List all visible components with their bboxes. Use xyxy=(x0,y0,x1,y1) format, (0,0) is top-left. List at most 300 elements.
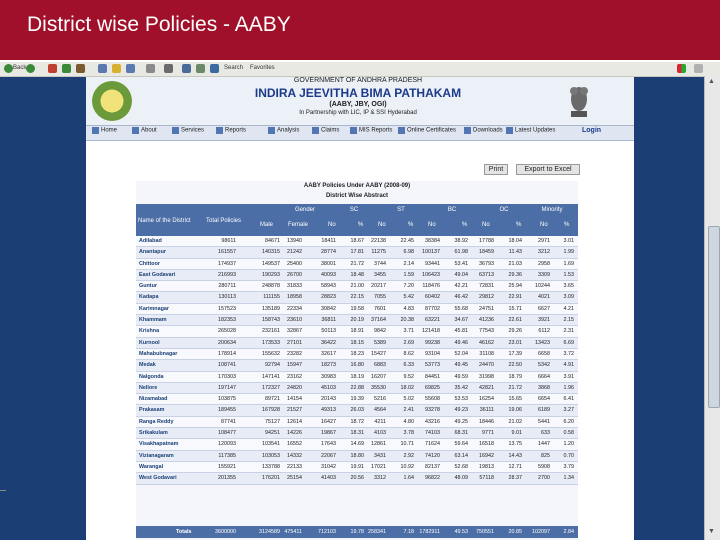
nav-item-online-certificates[interactable] xyxy=(398,127,456,139)
table-cell: 9.01 xyxy=(511,430,522,437)
table-cell: 14.69 xyxy=(350,441,364,448)
totals-cell: 750551 xyxy=(476,529,494,535)
sub-pct: % xyxy=(408,222,414,228)
table-cell: 3431 xyxy=(374,452,386,459)
table-cell: 103541 xyxy=(262,441,280,448)
nav-label: Online Certificates xyxy=(407,127,457,134)
table-header xyxy=(136,204,578,236)
table-cell: 41403 xyxy=(321,475,336,482)
table-cell: 18.02 xyxy=(400,384,414,391)
table-cell: 24751 xyxy=(479,305,494,312)
table-cell: 1.59 xyxy=(403,271,414,278)
table-cell: 36811 xyxy=(321,317,336,324)
table-cell: 28774 xyxy=(321,249,336,256)
table-cell: 49.59 xyxy=(454,373,468,380)
table-cell: 16942 xyxy=(479,452,494,459)
table-cell: 23.01 xyxy=(508,339,522,346)
table-cell: 22133 xyxy=(287,463,302,470)
export-excel-button[interactable]: Export to Excel xyxy=(516,164,580,175)
table-cell: 24820 xyxy=(287,384,302,391)
nav-label: About xyxy=(141,127,157,134)
table-cell: 18.04 xyxy=(508,238,522,244)
table-cell: 3312 xyxy=(374,475,386,482)
table-cell: 35.42 xyxy=(454,384,468,391)
table-cell: 25.94 xyxy=(508,283,522,290)
sub-no: No xyxy=(378,222,386,228)
table-cell: 30983 xyxy=(321,373,336,380)
table-cell: 108741 xyxy=(218,362,236,369)
table-cell: 1.64 xyxy=(403,475,414,482)
table-cell: 49.25 xyxy=(454,418,468,425)
table-cell: 87741 xyxy=(221,418,236,425)
table-cell: 3.72 xyxy=(563,350,574,357)
site-banner xyxy=(86,77,634,125)
home-icon xyxy=(92,127,99,134)
table-cell: 16.80 xyxy=(350,362,364,369)
table-cell: 100137 xyxy=(422,249,440,256)
district-name[interactable]: Kurnool xyxy=(139,339,160,346)
stop-icon[interactable] xyxy=(48,64,57,73)
table-cell: 55.68 xyxy=(454,305,468,312)
table-cell: 189455 xyxy=(218,407,236,414)
district-name[interactable]: Ranga Reddy xyxy=(139,418,174,425)
table-cell: 2700 xyxy=(538,475,550,482)
table-cell: 18.72 xyxy=(350,418,364,425)
table-cell: 15427 xyxy=(371,350,386,357)
table-cell: 69825 xyxy=(425,384,440,391)
group-st: ST xyxy=(397,207,405,213)
table-cell: 3.01 xyxy=(563,238,574,244)
table-cell: 22067 xyxy=(321,452,336,459)
district-name[interactable]: Adilabad xyxy=(139,238,162,244)
table-cell: 4.83 xyxy=(403,305,414,312)
totals-cell: 2.84 xyxy=(563,529,574,535)
district-name[interactable]: Srikakulam xyxy=(139,430,168,437)
table-cell: 35530 xyxy=(371,384,386,391)
table-cell: 232161 xyxy=(262,328,280,335)
table-cell: 24470 xyxy=(479,362,494,369)
table-cell: 5342 xyxy=(538,362,550,369)
table-cell: 74103 xyxy=(425,430,440,437)
table-cell: 34.67 xyxy=(454,317,468,324)
totals-cell: 102097 xyxy=(532,529,550,535)
table-cell: 6654 xyxy=(538,396,550,403)
table-cell: 18.15 xyxy=(350,339,364,346)
table-cell: 16518 xyxy=(479,441,494,448)
discuss-icon[interactable] xyxy=(196,64,205,73)
table-row xyxy=(136,315,578,326)
group-minority: Minority xyxy=(541,207,563,213)
table-cell: 1.34 xyxy=(563,475,574,482)
table-cell: 3868 xyxy=(538,384,550,391)
nav-item-downloads[interactable] xyxy=(464,127,503,139)
table-cell: 103875 xyxy=(218,396,236,403)
table-cell: 19.58 xyxy=(350,305,364,312)
table-cell: 1.20 xyxy=(563,441,574,448)
table-cell: 6883 xyxy=(374,362,386,369)
table-cell: 158743 xyxy=(262,317,280,324)
table-row xyxy=(136,428,578,439)
table-cell: 157523 xyxy=(218,305,236,312)
home-icon[interactable] xyxy=(76,64,85,73)
table-cell: 5441 xyxy=(538,418,550,425)
mail-icon[interactable] xyxy=(146,64,155,73)
table-cell: 133788 xyxy=(262,463,280,470)
table-cell: 63713 xyxy=(479,271,494,278)
table-cell: 93278 xyxy=(425,407,440,414)
table-cell: 87702 xyxy=(425,305,440,312)
sub-no: No xyxy=(540,222,548,228)
table-cell: 121418 xyxy=(422,328,440,335)
table-cell: 27101 xyxy=(287,339,302,346)
district-name[interactable]: Chittoor xyxy=(139,260,160,267)
table-cell: 49.23 xyxy=(454,407,468,414)
table-cell: 92794 xyxy=(265,362,280,369)
table-cell: 20217 xyxy=(371,283,386,290)
favorites-icon[interactable] xyxy=(112,64,121,73)
table-cell: 3212 xyxy=(538,249,550,256)
table-cell: 17.39 xyxy=(508,350,522,357)
table-cell: 174937 xyxy=(218,260,236,267)
table-cell: 25154 xyxy=(287,475,302,482)
toolbar-label-search[interactable]: Search xyxy=(224,65,244,71)
mis-reports-icon xyxy=(350,127,357,134)
table-cell: 3.71 xyxy=(403,328,414,335)
district-name[interactable]: West Godavari xyxy=(139,475,177,482)
forward-icon[interactable] xyxy=(26,64,35,73)
print-icon[interactable] xyxy=(164,64,173,73)
nav-item-analysis[interactable] xyxy=(268,127,299,139)
table-cell: 265028 xyxy=(218,328,236,335)
print-button[interactable]: Print xyxy=(484,164,508,175)
sub-male: Male xyxy=(260,222,274,228)
table-cell: 1.69 xyxy=(563,260,574,267)
table-cell: 16254 xyxy=(479,396,494,403)
table-cell: 1.99 xyxy=(563,249,574,256)
table-cell: 20.19 xyxy=(350,317,364,324)
district-name[interactable]: Visakhapatnam xyxy=(139,441,179,448)
table-cell: 9.52 xyxy=(403,373,414,380)
totals-cell: 1782911 xyxy=(419,529,440,535)
table-cell: 77543 xyxy=(479,328,494,335)
table-cell: 2971 xyxy=(538,238,550,244)
table-cell: 20.56 xyxy=(350,475,364,482)
table-cell: 182353 xyxy=(218,317,236,324)
table-row xyxy=(136,372,578,383)
table-cell: 99238 xyxy=(425,339,440,346)
back-icon[interactable] xyxy=(4,64,13,73)
table-cell: 19813 xyxy=(479,463,494,470)
table-cell: 21.02 xyxy=(508,418,522,425)
info-icon xyxy=(132,127,139,134)
table-cell: 29.36 xyxy=(508,271,522,278)
table-cell: 4021 xyxy=(538,294,550,301)
page-margin-right xyxy=(634,77,704,540)
table-cell: 4.80 xyxy=(403,418,414,425)
toolbar-label-favorites[interactable]: Favorites xyxy=(250,65,275,71)
search-icon[interactable] xyxy=(98,64,107,73)
table-cell: 161557 xyxy=(218,249,236,256)
table-cell: 108477 xyxy=(218,430,236,437)
table-cell: 6.98 xyxy=(403,249,414,256)
table-cell: 46.42 xyxy=(454,294,468,301)
messenger-icon[interactable] xyxy=(210,64,219,73)
table-cell: 633 xyxy=(541,430,550,437)
table-cell: 2.14 xyxy=(403,260,414,267)
totals-label: Totals xyxy=(176,529,192,535)
table-cell: 21.00 xyxy=(350,283,364,290)
table-cell: 50113 xyxy=(321,328,336,335)
table-cell: 53773 xyxy=(425,362,440,369)
history-icon[interactable] xyxy=(126,64,135,73)
claims-icon xyxy=(312,127,319,134)
district-name[interactable]: Anantapur xyxy=(139,249,166,256)
table-cell: 22.15 xyxy=(350,294,364,301)
sub-pct: % xyxy=(462,222,468,228)
nav-item-updates[interactable] xyxy=(506,127,555,139)
table-cell: 36111 xyxy=(479,407,494,414)
table-cell: 18.67 xyxy=(350,238,364,244)
table-cell: 36793 xyxy=(479,260,494,267)
windows-logo-icon xyxy=(677,64,686,73)
table-cell: 13423 xyxy=(535,339,550,346)
table-cell: 13.75 xyxy=(508,441,522,448)
table-cell: 42821 xyxy=(479,384,494,391)
nav-item-reports[interactable] xyxy=(216,127,246,139)
table-cell: 3.78 xyxy=(403,430,414,437)
login-link[interactable]: Login xyxy=(582,127,602,134)
group-oc: OC xyxy=(499,207,509,213)
district-name[interactable]: Khammam xyxy=(139,317,167,324)
table-cell: 2958 xyxy=(538,260,550,267)
totals-cell: 3600000 xyxy=(215,529,236,535)
table-cell: 0.58 xyxy=(563,430,574,437)
table-row xyxy=(136,439,578,450)
table-cell: 25400 xyxy=(287,260,302,267)
district-name[interactable]: East Godavari xyxy=(139,271,176,278)
table-row xyxy=(136,349,578,360)
banner-text xyxy=(224,77,492,125)
table-cell: 10.92 xyxy=(400,463,414,470)
table-cell: 18.48 xyxy=(350,271,364,278)
table-cell: 16207 xyxy=(371,373,386,380)
updates-icon xyxy=(506,127,513,134)
table-cell: 17643 xyxy=(321,441,336,448)
table-row xyxy=(136,360,578,371)
totals-cell: 19.78 xyxy=(350,529,364,535)
table-cell: 63221 xyxy=(425,317,440,324)
table-cell: 55608 xyxy=(425,396,440,403)
table-cell: 7.20 xyxy=(403,283,414,290)
services-icon xyxy=(172,127,179,134)
district-name[interactable]: Karimnagar xyxy=(139,305,169,312)
table-cell: 13940 xyxy=(287,238,302,244)
table-row xyxy=(136,451,578,462)
district-name[interactable]: Nizamabad xyxy=(139,396,168,403)
table-row xyxy=(136,417,578,428)
table-cell: 4.91 xyxy=(563,362,574,369)
table-cell: 22.50 xyxy=(508,362,522,369)
close-icon[interactable] xyxy=(694,64,703,73)
table-cell: 190293 xyxy=(262,271,280,278)
totals-cell: 7.18 xyxy=(403,529,414,535)
table-cell: 59.64 xyxy=(454,441,468,448)
district-name[interactable]: Prakasam xyxy=(139,407,165,414)
table-cell: 18411 xyxy=(321,238,336,244)
table-cell: 6.33 xyxy=(403,362,414,369)
table-cell: 31998 xyxy=(479,373,494,380)
vertical-scrollbar[interactable] xyxy=(704,76,720,540)
table-cell: 117385 xyxy=(218,452,236,459)
table-cell: 4.21 xyxy=(563,305,574,312)
table-cell: 19867 xyxy=(321,430,336,437)
table-cell: 21.72 xyxy=(350,260,364,267)
table-cell: 4103 xyxy=(374,430,386,437)
table-cell: 46162 xyxy=(479,339,494,346)
table-cell: 36422 xyxy=(321,339,336,346)
page-margin-left xyxy=(0,77,86,540)
nav-item-services[interactable] xyxy=(172,127,204,139)
partner-text: In Partnership with LIC, IP & SSI Hyderabad xyxy=(299,110,417,116)
table-cell: 6.20 xyxy=(563,418,574,425)
nav-item-mis-reports[interactable] xyxy=(350,127,392,139)
nav-item-home[interactable] xyxy=(92,127,117,139)
table-cell: 2.31 xyxy=(563,328,574,335)
table-cell: 6664 xyxy=(538,373,550,380)
certificate-icon xyxy=(398,127,405,134)
nav-label: Analysis xyxy=(277,127,300,134)
table-cell: 22.88 xyxy=(350,384,364,391)
government-name: GOVERNMENT OF ANDHRA PRADESH xyxy=(293,77,423,84)
sub-pct: % xyxy=(516,222,522,228)
district-name[interactable]: Krishna xyxy=(139,328,160,335)
toolbar-label-back[interactable]: Back xyxy=(13,65,27,71)
table-cell: 103053 xyxy=(262,452,280,459)
nav-label: Home xyxy=(101,127,118,134)
table-cell: 37164 xyxy=(371,317,386,324)
table-cell: 22.61 xyxy=(508,317,522,324)
table-cell: 18958 xyxy=(287,294,302,301)
table-cell: 120093 xyxy=(218,441,236,448)
district-name[interactable]: Nellore xyxy=(139,384,158,391)
table-cell: 45103 xyxy=(321,384,336,391)
nav-item-about[interactable] xyxy=(132,127,157,139)
table-cell: 58943 xyxy=(321,283,336,290)
table-cell: 5.02 xyxy=(403,396,414,403)
sub-pct: % xyxy=(358,222,364,228)
table-cell: 3.27 xyxy=(563,407,574,414)
table-cell: 18.23 xyxy=(350,350,364,357)
table-cell: 21242 xyxy=(287,249,302,256)
district-name[interactable]: Vizianagaram xyxy=(139,452,174,459)
table-cell: 49.04 xyxy=(454,271,468,278)
table-cell: 14.43 xyxy=(508,452,522,459)
district-name[interactable]: Guntur xyxy=(139,283,157,290)
table-row xyxy=(136,394,578,405)
table-cell: 1447 xyxy=(538,441,550,448)
national-emblem-icon xyxy=(562,81,596,121)
table-cell: 19.91 xyxy=(350,463,364,470)
table-cell: 18.31 xyxy=(350,430,364,437)
sub-no: No xyxy=(482,222,490,228)
col-district: Name of the District xyxy=(138,218,191,224)
nav-label: Downloads xyxy=(473,127,503,134)
district-name[interactable]: Mahabubnagar xyxy=(139,350,178,357)
table-cell: 155921 xyxy=(218,463,236,470)
table-cell: 18446 xyxy=(479,418,494,425)
table-cell: 18459 xyxy=(479,249,494,256)
analysis-icon xyxy=(268,127,275,134)
table-cell: 18.79 xyxy=(508,373,522,380)
table-cell: 48.09 xyxy=(454,475,468,482)
table-cell: 1.96 xyxy=(563,384,574,391)
table-cell: 3.09 xyxy=(563,294,574,301)
district-name[interactable]: Kadapa xyxy=(139,294,159,301)
table-cell: 49313 xyxy=(321,407,336,414)
nav-label: Latest Updates xyxy=(515,127,556,134)
table-cell: 5908 xyxy=(538,463,550,470)
site-nav xyxy=(86,125,634,141)
table-cell: 98611 xyxy=(221,238,236,244)
reports-icon xyxy=(216,127,223,134)
table-cell: 825 xyxy=(541,452,550,459)
table-cell: 106423 xyxy=(422,271,440,278)
table-cell: 23282 xyxy=(287,350,302,357)
table-cell: 75127 xyxy=(265,418,280,425)
table-row xyxy=(136,462,578,473)
table-cell: 22.45 xyxy=(400,238,414,244)
table-cell: 248878 xyxy=(262,283,280,290)
scroll-up-arrow[interactable]: ▲ xyxy=(708,78,715,85)
scrollbar-thumb[interactable] xyxy=(708,226,720,408)
table-row xyxy=(136,338,578,349)
nav-item-claims[interactable] xyxy=(312,127,339,139)
table-cell: 167928 xyxy=(262,407,280,414)
table-cell: 61.98 xyxy=(454,249,468,256)
table-cell: 3744 xyxy=(374,260,386,267)
district-name[interactable]: Nalgonda xyxy=(139,373,164,380)
sub-pct: % xyxy=(564,222,570,228)
table-row xyxy=(136,326,578,337)
table-cell: 280711 xyxy=(218,283,236,290)
table-cell: 32867 xyxy=(287,328,302,335)
district-name[interactable]: Warangal xyxy=(139,463,164,470)
scroll-down-arrow[interactable]: ▼ xyxy=(708,528,715,535)
table-cell: 15.65 xyxy=(508,396,522,403)
table-cell: 60402 xyxy=(425,294,440,301)
table-body xyxy=(136,236,578,485)
table-cell: 63.14 xyxy=(454,452,468,459)
table-cell: 149537 xyxy=(262,260,280,267)
table-cell: 11275 xyxy=(371,249,386,256)
table-cell: 30842 xyxy=(321,305,336,312)
table-cell: 57118 xyxy=(479,475,494,482)
table-cell: 18.91 xyxy=(350,328,364,335)
table-cell: 11.43 xyxy=(508,249,522,256)
report-subtitle: District Wise Abstract xyxy=(325,193,389,199)
table-cell: 6112 xyxy=(538,328,550,335)
district-name[interactable]: Medak xyxy=(139,362,156,369)
table-cell: 14226 xyxy=(287,430,302,437)
refresh-icon[interactable] xyxy=(62,64,71,73)
table-row xyxy=(136,270,578,281)
table-cell: 15.71 xyxy=(508,305,522,312)
scheme-name: INDIRA JEEVITHA BIMA PATHAKAM xyxy=(254,86,462,100)
edit-icon[interactable] xyxy=(182,64,191,73)
table-cell: 14154 xyxy=(287,396,302,403)
table-cell: 84671 xyxy=(265,238,280,244)
table-cell: 111155 xyxy=(263,294,280,301)
